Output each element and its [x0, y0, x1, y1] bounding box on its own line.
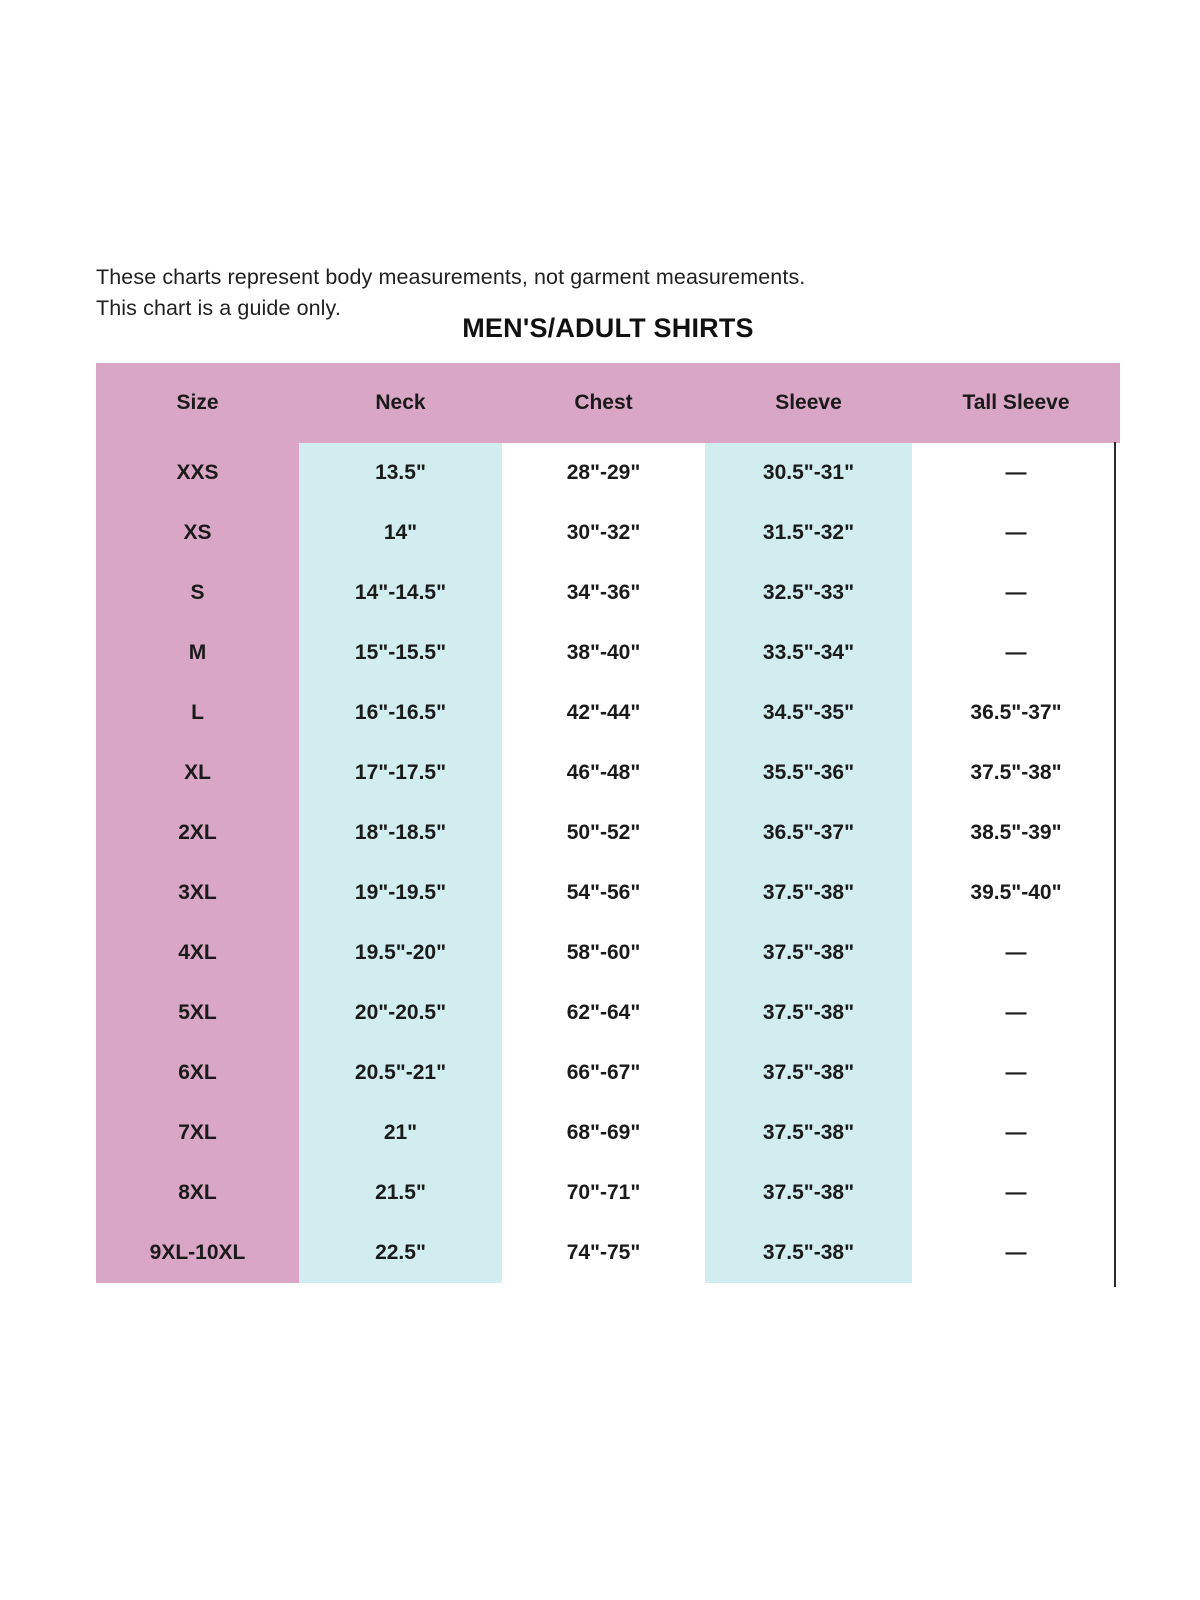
cell-size: XS — [96, 503, 299, 563]
cell-neck: 20"-20.5" — [299, 983, 502, 1043]
cell-neck: 14" — [299, 503, 502, 563]
cell-sleeve: 37.5"-38" — [705, 1223, 912, 1283]
size-chart-table — [96, 363, 1120, 1283]
cell-sleeve: 37.5"-38" — [705, 1163, 912, 1223]
cell-tall-sleeve: — — [912, 623, 1120, 683]
cell-sleeve: 37.5"-38" — [705, 863, 912, 923]
cell-sleeve: 34.5"-35" — [705, 683, 912, 743]
table-row — [96, 443, 1120, 503]
table-header-row — [96, 363, 1120, 443]
cell-tall-sleeve: — — [912, 1103, 1120, 1163]
cell-sleeve: 33.5"-34" — [705, 623, 912, 683]
cell-chest: 62"-64" — [502, 983, 705, 1043]
cell-tall-sleeve: — — [912, 1223, 1120, 1283]
cell-size: M — [96, 623, 299, 683]
cell-tall-sleeve: — — [912, 983, 1120, 1043]
table-row — [96, 1103, 1120, 1163]
cell-neck: 19.5"-20" — [299, 923, 502, 983]
cell-chest: 50"-52" — [502, 803, 705, 863]
table-row — [96, 803, 1120, 863]
cell-size: XXS — [96, 443, 299, 503]
table-row — [96, 1163, 1120, 1223]
cell-neck: 17"-17.5" — [299, 743, 502, 803]
cell-chest: 54"-56" — [502, 863, 705, 923]
cell-sleeve: 30.5"-31" — [705, 443, 912, 503]
cell-tall-sleeve: — — [912, 1163, 1120, 1223]
size-chart-table-wrapper — [96, 363, 1120, 1283]
table-row — [96, 863, 1120, 923]
cell-tall-sleeve: — — [912, 1043, 1120, 1103]
cell-chest: 66"-67" — [502, 1043, 705, 1103]
cell-neck: 19"-19.5" — [299, 863, 502, 923]
cell-size: L — [96, 683, 299, 743]
cell-sleeve: 31.5"-32" — [705, 503, 912, 563]
cell-chest: 46"-48" — [502, 743, 705, 803]
cell-size: 7XL — [96, 1103, 299, 1163]
cell-chest: 70"-71" — [502, 1163, 705, 1223]
cell-size: 2XL — [96, 803, 299, 863]
cell-tall-sleeve: 36.5"-37" — [912, 683, 1120, 743]
table-header — [96, 363, 1120, 443]
cell-neck: 13.5" — [299, 443, 502, 503]
cell-chest: 74"-75" — [502, 1223, 705, 1283]
cell-neck: 15"-15.5" — [299, 623, 502, 683]
table-row — [96, 623, 1120, 683]
cell-size: 8XL — [96, 1163, 299, 1223]
cell-neck: 21.5" — [299, 1163, 502, 1223]
cell-sleeve: 36.5"-37" — [705, 803, 912, 863]
cell-size: 9XL-10XL — [96, 1223, 299, 1283]
cell-size: XL — [96, 743, 299, 803]
table-row — [96, 683, 1120, 743]
cell-chest: 34"-36" — [502, 563, 705, 623]
table-row — [96, 1223, 1120, 1283]
table-row — [96, 503, 1120, 563]
cell-sleeve: 37.5"-38" — [705, 1103, 912, 1163]
cell-sleeve: 37.5"-38" — [705, 983, 912, 1043]
column-header-tall-sleeve: Tall Sleeve — [912, 363, 1120, 443]
page-title: MEN'S/ADULT SHIRTS — [462, 313, 754, 343]
column-header-sleeve: Sleeve — [705, 363, 912, 443]
cell-tall-sleeve: — — [912, 443, 1120, 503]
cell-size: 5XL — [96, 983, 299, 1043]
cell-tall-sleeve: 37.5"-38" — [912, 743, 1120, 803]
cell-chest: 30"-32" — [502, 503, 705, 563]
cell-tall-sleeve: 39.5"-40" — [912, 863, 1120, 923]
cell-neck: 21" — [299, 1103, 502, 1163]
cell-tall-sleeve: — — [912, 503, 1120, 563]
cell-tall-sleeve: — — [912, 923, 1120, 983]
cell-chest: 28"-29" — [502, 443, 705, 503]
table-row — [96, 1043, 1120, 1103]
table-row — [96, 563, 1120, 623]
cell-tall-sleeve: — — [912, 563, 1120, 623]
cell-tall-sleeve: 38.5"-39" — [912, 803, 1120, 863]
cell-neck: 18"-18.5" — [299, 803, 502, 863]
cell-sleeve: 32.5"-33" — [705, 563, 912, 623]
cell-sleeve: 35.5"-36" — [705, 743, 912, 803]
table-row — [96, 743, 1120, 803]
cell-neck: 20.5"-21" — [299, 1043, 502, 1103]
table-row — [96, 923, 1120, 983]
cell-sleeve: 37.5"-38" — [705, 1043, 912, 1103]
table-row — [96, 983, 1120, 1043]
cell-neck: 16"-16.5" — [299, 683, 502, 743]
column-header-neck: Neck — [299, 363, 502, 443]
column-header-size: Size — [96, 363, 299, 443]
cell-chest: 38"-40" — [502, 623, 705, 683]
cell-chest: 58"-60" — [502, 923, 705, 983]
cell-size: S — [96, 563, 299, 623]
table-body — [96, 443, 1120, 1283]
cell-chest: 42"-44" — [502, 683, 705, 743]
cell-chest: 68"-69" — [502, 1103, 705, 1163]
cell-sleeve: 37.5"-38" — [705, 923, 912, 983]
cell-size: 4XL — [96, 923, 299, 983]
cell-size: 6XL — [96, 1043, 299, 1103]
cell-neck: 14"-14.5" — [299, 563, 502, 623]
cell-neck: 22.5" — [299, 1223, 502, 1283]
table-right-border — [1114, 442, 1116, 1287]
disclaimer-line-2: This chart is a guide only. — [96, 296, 341, 320]
column-header-chest: Chest — [502, 363, 705, 443]
cell-size: 3XL — [96, 863, 299, 923]
disclaimer-line-1: These charts represent body measurements, not garment measurements. — [96, 265, 806, 289]
